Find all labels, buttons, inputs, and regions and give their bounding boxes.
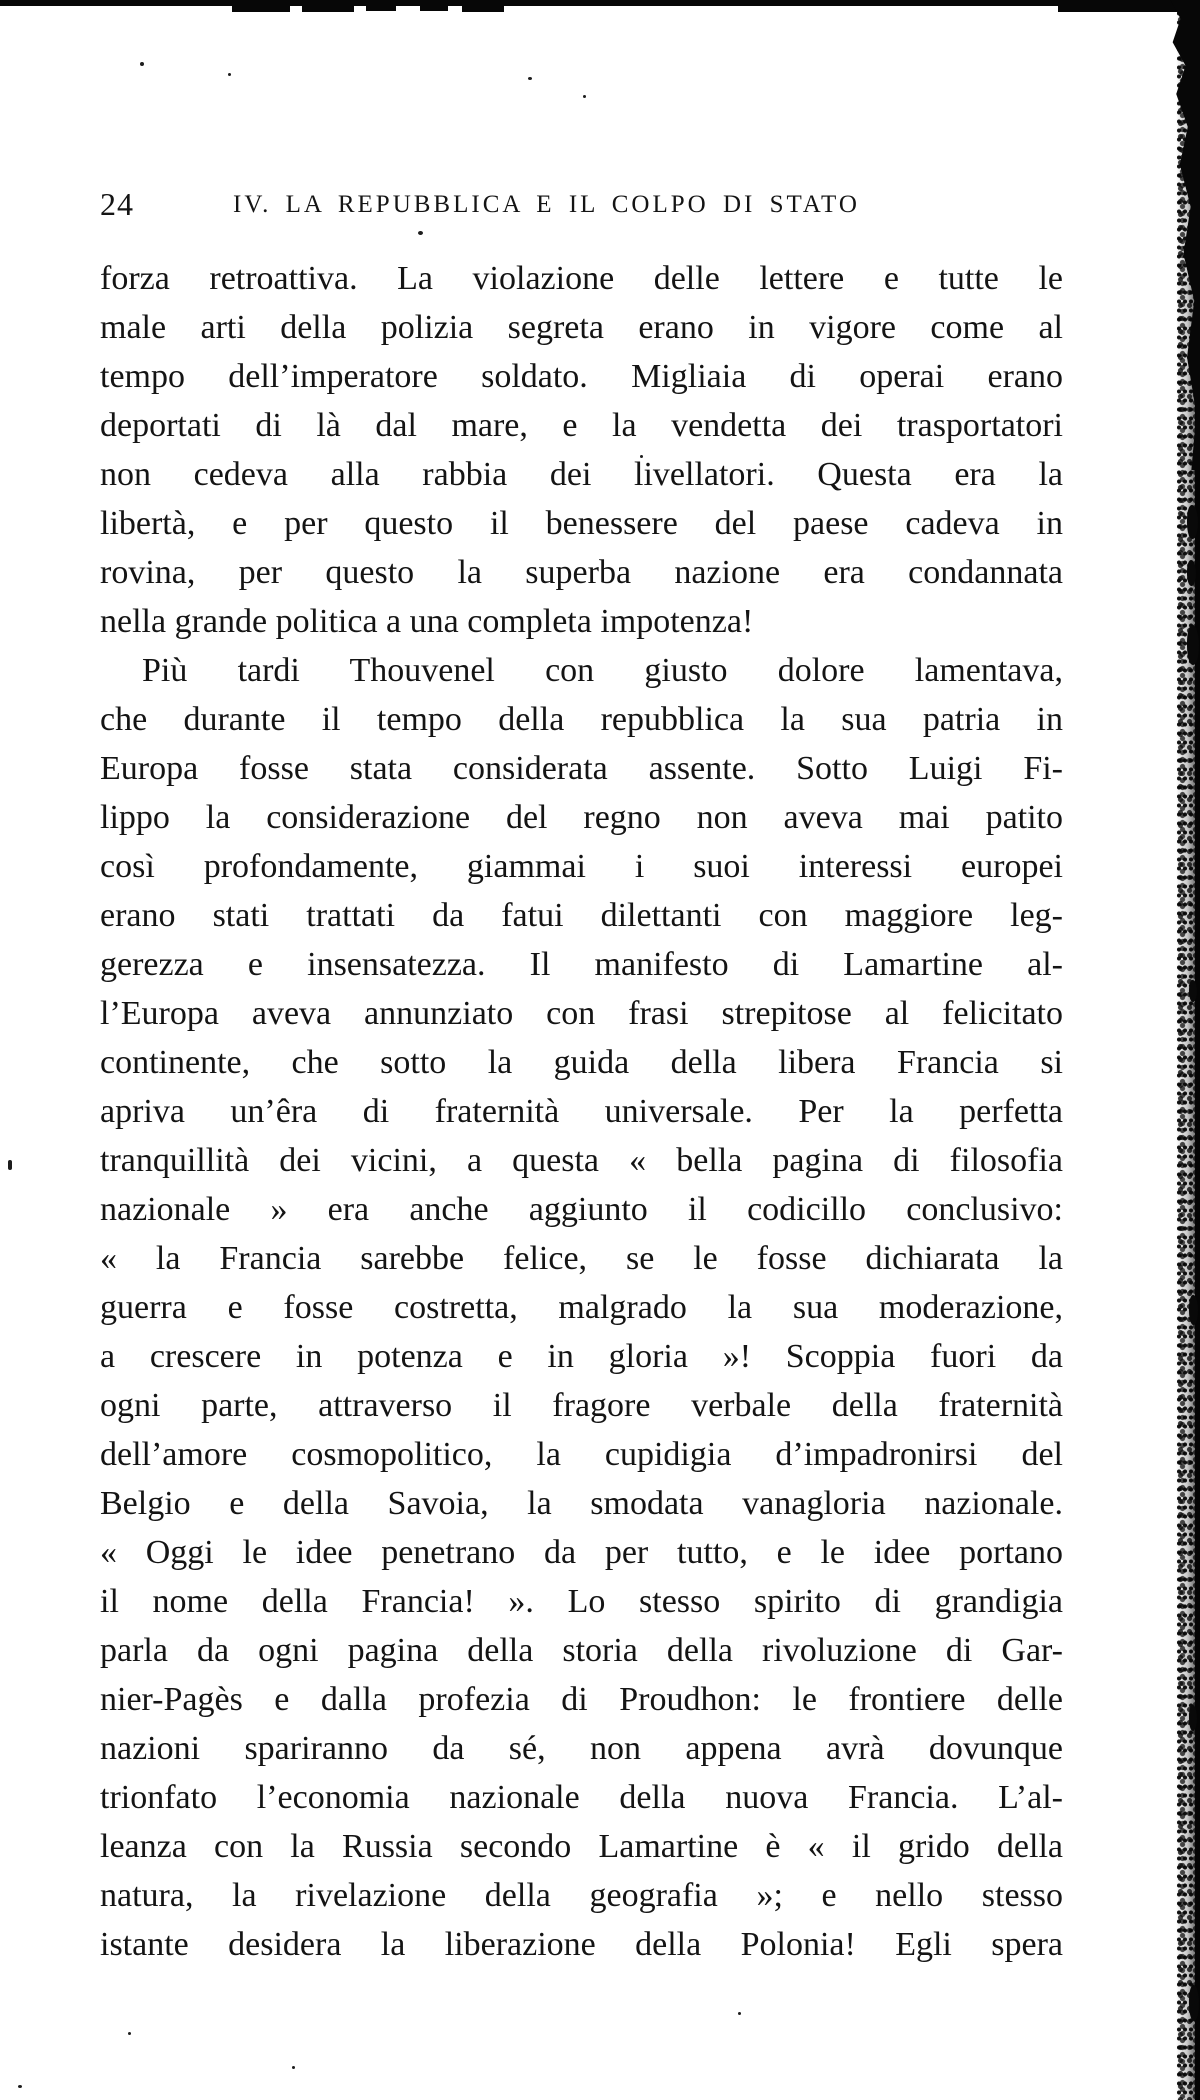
text-line: non cedeva alla rabbia dei livellatori. Questa era la (100, 456, 1063, 493)
text-line: così profondamente, giammai i suoi interessi europei (100, 848, 1063, 885)
scan-top-edge-artifact (0, 0, 1200, 6)
text-line: « la Francia sarebbe felice, se le fosse dichiarata la (100, 1240, 1063, 1277)
text-line: natura, la rivelazione della geografia »; e nello stesso (100, 1877, 1063, 1914)
text-line: nazionale » era anche aggiunto il codicillo conclusivo: (100, 1191, 1063, 1228)
text-line: Belgio e della Savoia, la smodata vanagloria nazionale. (100, 1485, 1063, 1522)
text-line: trionfato l’economia nazionale della nuova Francia. L’al- (100, 1779, 1063, 1816)
text-line: nier-Pagès e dalla profezia di Proudhon: le frontiere delle (100, 1681, 1063, 1718)
text-line: continente, che sotto la guida della libera Francia si (100, 1044, 1063, 1081)
scan-speck (292, 2066, 295, 2069)
scan-ink-blob (1189, 1295, 1198, 1325)
scan-ink-blob (1187, 560, 1196, 586)
scan-speck (8, 1160, 12, 1170)
text-line: apriva un’êra di fraternità universale. Per la perfetta (100, 1093, 1063, 1130)
text-line: nella grande politica a una completa impotenza! (100, 603, 754, 640)
text-line: dell’amore cosmopolitico, la cupidigia d’impadronirsi del (100, 1436, 1063, 1473)
scan-speck (140, 62, 144, 66)
scan-speck (738, 2012, 741, 2015)
text-line: Europa fosse stata considerata assente. Sotto Luigi Fi- (100, 750, 1063, 787)
scan-top-dash (462, 1, 504, 12)
text-line: leanza con la Russia secondo Lamartine è « il grido della (100, 1828, 1063, 1865)
text-line: tranquillità dei vicini, a questa « bella pagina di filosofia (100, 1142, 1063, 1179)
scan-speck (418, 231, 423, 235)
scan-speck (128, 2032, 131, 2035)
page-header (0, 186, 1200, 226)
text-line: male arti della polizia segreta erano in vigore come al (100, 309, 1063, 346)
scan-speck (528, 77, 532, 80)
text-line: forza retroattiva. La violazione delle lettere e tutte le (100, 260, 1063, 297)
text-line: istante desidera la liberazione della Polonia! Egli spera (100, 1926, 1063, 1963)
scan-top-dash (366, 3, 396, 11)
scan-speck (583, 95, 586, 98)
text-line: ogni parte, attraverso il fragore verbale della fraternità (100, 1387, 1063, 1424)
text-line: deportati di là dal mare, e la vendetta dei trasportatori (100, 407, 1063, 444)
scan-speck (18, 2085, 22, 2088)
scan-top-dash (302, 1, 354, 12)
body-text-block (100, 254, 1063, 1969)
scan-ink-blob (1189, 1985, 1199, 2021)
text-line: nazioni spariranno da sé, non appena avrà dovunque (100, 1730, 1063, 1767)
running-title: IV. LA REPUBBLICA E IL COLPO DI STATO (233, 191, 860, 218)
text-line: a crescere in potenza e in gloria »! Scoppia fuori da (100, 1338, 1063, 1375)
scan-ink-blob (1187, 625, 1199, 665)
text-line: tempo dell’imperatore soldato. Migliaia di operai erano (100, 358, 1063, 395)
text-line: l’Europa aveva annunziato con frasi strepitose al felicitato (100, 995, 1063, 1032)
scan-top-dash (232, 2, 290, 12)
text-line: gerezza e insensatezza. Il manifesto di Lamartine al- (100, 946, 1063, 983)
scan-ink-blob (1189, 1705, 1197, 1731)
text-line: che durante il tempo della repubblica la sua patria in (100, 701, 1063, 738)
text-line: parla da ogni pagina della storia della rivoluzione di Gar- (100, 1632, 1063, 1669)
text-line: « Oggi le idee penetrano da per tutto, e le idee portano (100, 1534, 1063, 1571)
text-line: lippo la considerazione del regno non aveva mai patito (100, 799, 1063, 836)
text-line: guerra e fosse costretta, malgrado la sua moderazione, (100, 1289, 1063, 1326)
text-line: erano stati trattati da fatui dilettanti con maggiore leg- (100, 897, 1063, 934)
page-number: 24 (100, 186, 134, 222)
text-line: libertà, e per questo il benessere del paese cadeva in (100, 505, 1063, 542)
scan-ink-blob (1187, 505, 1198, 539)
scan-speck (228, 73, 231, 76)
text-line: il nome della Francia! ». Lo stesso spirito di grandigia (100, 1583, 1063, 1620)
scan-top-dash (420, 2, 448, 11)
text-line: rovina, per questo la superba nazione era condannata (100, 554, 1063, 591)
text-line: Più tardi Thouvenel con giusto dolore lamentava, (142, 652, 1063, 689)
scan-ink-blob (1189, 980, 1197, 1002)
